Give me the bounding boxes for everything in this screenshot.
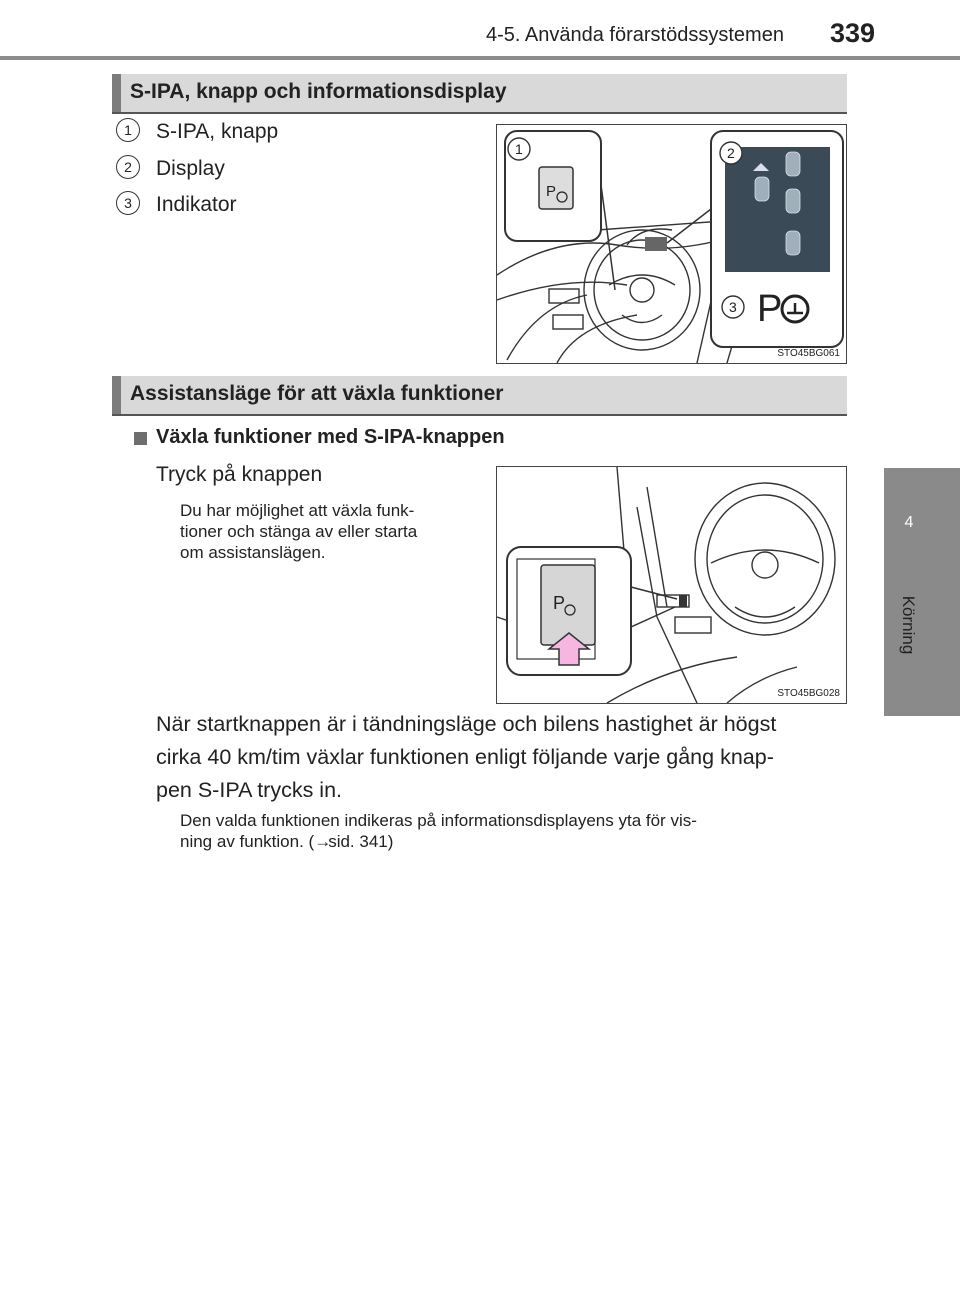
section-heading-text: S-IPA, knapp och informationsdisplay [130, 80, 507, 103]
list-item-display: Display [156, 157, 225, 180]
parking-indicator-glyph: P [757, 288, 783, 330]
subheading-switch-functions: Växla funktioner med S-IPA-knappen [156, 426, 505, 448]
figure-callout-3: 3 [729, 299, 737, 315]
figure-code-1: STO45BG061 [777, 348, 840, 359]
paragraph-line: pen S-IPA trycks in. [156, 778, 343, 802]
chapter-label-text: Körning [899, 595, 918, 655]
figure-callout-2: 2 [727, 145, 735, 161]
note-line: Du har möjlighet att växla funk- [180, 501, 415, 520]
running-header: 4-5. Använda förarstödssystemen [486, 24, 784, 46]
note-line: tioner och stänga av eller starta [180, 522, 418, 541]
instruction-press-button: Tryck på knappen [156, 463, 323, 486]
callout-number-1: 1 [116, 118, 140, 142]
p-button-glyph: P [546, 183, 557, 200]
callout-number-2: 2 [116, 155, 140, 179]
figure-callout-1: 1 [515, 141, 523, 157]
dashboard-illustration [497, 125, 846, 363]
paragraph-line: cirka 40 km/tim växlar funktionen enligt följande varje gång knap- [156, 745, 774, 769]
page-number: 339 [830, 18, 876, 48]
footnote-mode-indication [180, 810, 826, 852]
callout-number-3: 3 [116, 191, 140, 215]
footnote-line: Den valda funktionen indikeras på informationsdisplayens yta för vis- [180, 811, 697, 830]
figure-dashboard-display [496, 124, 847, 364]
square-bullet-icon [134, 432, 147, 445]
chapter-label [893, 580, 923, 670]
section-heading-text: Assistansläge för att växla funktioner [130, 382, 504, 405]
list-item-sipa-button: S-IPA, knapp [156, 120, 279, 143]
note-line: om assistanslägen. [180, 543, 326, 562]
list-item-indicator: Indikator [156, 193, 237, 216]
header-rule [0, 56, 960, 60]
section-heading-sipa [112, 74, 847, 114]
paragraph-mode-switching [156, 708, 826, 807]
note-switch-modes [180, 500, 476, 563]
footnote-line: ning av funktion. (→sid. 341) [180, 832, 394, 851]
p-button-glyph: P [553, 593, 566, 613]
figure-sipa-button-press [496, 466, 847, 704]
figure-code-2: STO45BG028 [777, 688, 840, 699]
chapter-number: 4 [904, 514, 914, 531]
section-heading-assist-mode [112, 376, 847, 416]
button-press-illustration [497, 467, 846, 703]
right-arrow-icon: → [314, 832, 332, 851]
page-reference-link[interactable]: sid. 341) [328, 832, 394, 851]
paragraph-line: När startknappen är i tändningsläge och bilens hastighet är högst [156, 712, 777, 736]
